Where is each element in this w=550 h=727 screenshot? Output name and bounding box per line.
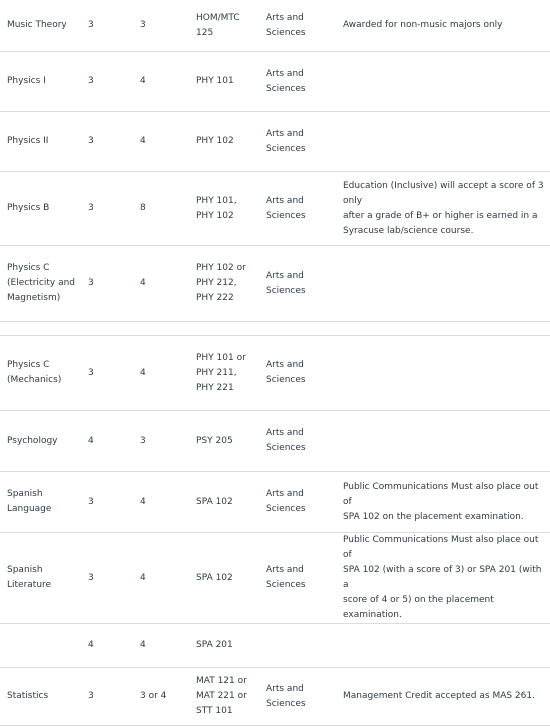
- table-row: [0, 624, 550, 668]
- college-line: Arts and: [266, 683, 304, 694]
- college-cell: [266, 172, 343, 246]
- course-equivalent-cell: [196, 172, 266, 246]
- course-equivalent-line: STT 101: [196, 706, 233, 716]
- subject-cell: [0, 172, 88, 246]
- score-cell: [88, 668, 138, 726]
- college-cell: [266, 668, 343, 726]
- subject-line: Physics B: [7, 203, 50, 213]
- subject-line: Spanish: [7, 489, 43, 499]
- subject-cell: [0, 624, 88, 668]
- notes-cell: [343, 172, 550, 246]
- college-line: Arts and: [266, 489, 304, 499]
- notes-cell: [343, 246, 550, 322]
- score-value: 3: [88, 496, 94, 507]
- subject-line: (Mechanics): [7, 375, 62, 385]
- subject-line: Psychology: [7, 435, 58, 446]
- course-equivalent-line: PHY 102: [196, 210, 234, 221]
- college-line: Arts and: [266, 195, 304, 206]
- college-line: Sciences: [266, 285, 306, 296]
- score-cell: [88, 246, 138, 322]
- college-line: Sciences: [266, 698, 306, 709]
- table-row: [0, 668, 550, 726]
- subject-cell: [0, 0, 88, 52]
- score-cell: [88, 533, 138, 624]
- credits-cell: [138, 52, 196, 112]
- course-equivalent-line: PSY 205: [196, 435, 233, 446]
- credits-cell: [138, 0, 196, 52]
- credits-value: 4: [140, 136, 146, 146]
- course-equivalent-cell: [196, 624, 266, 668]
- score-value: 3: [88, 572, 94, 583]
- notes-line: Public Communications Must also place out of: [343, 481, 539, 507]
- notes-line: SPA 102 (with a score of 3) or SPA 201 (with a: [343, 565, 542, 590]
- score-cell: [88, 0, 138, 52]
- credits-value: 3: [140, 435, 146, 446]
- score-value: 4: [88, 435, 94, 446]
- notes-cell: [343, 112, 550, 172]
- college-line: Sciences: [266, 210, 306, 221]
- course-equivalent-cell: [196, 112, 266, 172]
- college-line: Sciences: [266, 504, 306, 514]
- course-equivalent-line: PHY 101: [196, 76, 234, 86]
- table-row: [0, 336, 550, 411]
- credits-value: 3 or 4: [140, 691, 167, 701]
- subject-cell: [0, 52, 88, 112]
- course-equivalent-cell: [196, 246, 266, 322]
- college-line: Arts and: [266, 360, 304, 370]
- subject-cell: [0, 472, 88, 533]
- course-equivalent-line: SPA 102: [196, 572, 233, 583]
- table-row: [0, 246, 550, 322]
- course-equivalent-line: PHY 102: [196, 136, 234, 146]
- credits-value: 4: [140, 76, 146, 86]
- course-equivalent-cell: [196, 668, 266, 726]
- subject-line: Statistics: [7, 691, 49, 701]
- score-value: 3: [88, 367, 94, 378]
- notes-line: Education (Inclusive) will accept a score of 3 only: [343, 180, 544, 206]
- subject-line: (Electricity and: [7, 278, 76, 288]
- college-line: Arts and: [266, 68, 304, 79]
- credits-value: 8: [140, 203, 146, 213]
- course-equivalent-line: HOM/MTC: [196, 12, 240, 23]
- college-line: Sciences: [266, 83, 306, 94]
- table-row: [0, 411, 550, 472]
- credits-cell: [138, 112, 196, 172]
- subject-line: Music Theory: [7, 20, 67, 30]
- course-equivalent-line: PHY 101,: [196, 195, 237, 206]
- score-cell: [88, 172, 138, 246]
- college-line: Sciences: [266, 143, 306, 154]
- course-equivalent-cell: [196, 0, 266, 52]
- notes-cell: [343, 668, 550, 726]
- college-cell: [266, 472, 343, 533]
- credits-value: 3: [140, 20, 146, 30]
- course-equivalent-cell: [196, 411, 266, 472]
- score-value: 3: [88, 203, 94, 213]
- college-line: Sciences: [266, 375, 306, 385]
- notes-cell: [343, 0, 550, 52]
- notes-line: Awarded for non-music majors only: [343, 20, 503, 30]
- credits-cell: [138, 624, 196, 668]
- college-line: Sciences: [266, 27, 306, 38]
- notes-line: Management Credit accepted as MAS 261.: [343, 691, 535, 701]
- notes-line: Public Communications Must also place out of: [343, 535, 539, 560]
- course-equivalent-line: PHY 221: [196, 382, 234, 393]
- score-value: 3: [88, 691, 94, 701]
- credits-value: 4: [140, 278, 146, 288]
- subject-line: Physics I: [7, 76, 46, 86]
- table-row: [0, 112, 550, 172]
- college-line: Arts and: [266, 565, 304, 575]
- table-row: [0, 52, 550, 112]
- score-cell: [88, 112, 138, 172]
- college-line: Arts and: [266, 12, 304, 23]
- subject-line: Physics C: [7, 360, 50, 370]
- score-value: 3: [88, 278, 94, 288]
- subject-cell: [0, 246, 88, 322]
- subject-cell: [0, 112, 88, 172]
- score-cell: [88, 336, 138, 411]
- notes-cell: [343, 336, 550, 411]
- notes-line: after a grade of B+ or higher is earned in a: [343, 210, 538, 221]
- college-cell: [266, 246, 343, 322]
- course-equivalent-line: MAT 121 or: [196, 676, 247, 686]
- credits-cell: [138, 246, 196, 322]
- course-equivalent-line: SPA 201: [196, 640, 233, 650]
- credits-value: 4: [140, 640, 146, 650]
- subject-cell: [0, 411, 88, 472]
- college-cell: [266, 112, 343, 172]
- course-equivalent-line: PHY 212,: [196, 278, 237, 288]
- credits-cell: [138, 472, 196, 533]
- subject-line: Language: [7, 504, 52, 514]
- college-cell: [266, 533, 343, 624]
- notes-cell: [343, 52, 550, 112]
- college-cell: [266, 0, 343, 52]
- college-cell: [266, 624, 343, 668]
- score-cell: [88, 624, 138, 668]
- subject-cell: [0, 336, 88, 411]
- score-value: 4: [88, 640, 94, 650]
- table-row: [0, 472, 550, 533]
- course-equivalent-line: PHY 211,: [196, 367, 237, 378]
- course-equivalent-cell: [196, 533, 266, 624]
- college-cell: [266, 411, 343, 472]
- notes-line: score of 4 or 5) on the placement examination.: [343, 595, 494, 620]
- college-line: Arts and: [266, 270, 304, 281]
- notes-line: SPA 102 on the placement examination.: [343, 511, 524, 522]
- subject-line: Physics C: [7, 263, 50, 273]
- subject-cell: [0, 533, 88, 624]
- subject-cell: [0, 668, 88, 726]
- credits-cell: [138, 172, 196, 246]
- college-line: Arts and: [266, 128, 304, 139]
- college-line: Arts and: [266, 428, 304, 438]
- course-equivalent-line: PHY 222: [196, 293, 234, 303]
- notes-line: Syracuse lab/science course.: [343, 225, 474, 236]
- notes-cell: [343, 411, 550, 472]
- course-equivalent-line: PHY 102 or: [196, 263, 246, 273]
- table-row: [0, 0, 550, 52]
- credits-cell: [138, 411, 196, 472]
- college-line: Sciences: [266, 580, 306, 590]
- notes-cell: [343, 472, 550, 533]
- course-equivalent-line: 125: [196, 27, 214, 38]
- college-cell: [266, 336, 343, 411]
- score-value: 3: [88, 20, 94, 30]
- subject-line: Spanish: [7, 565, 43, 575]
- score-cell: [88, 472, 138, 533]
- college-cell: [266, 52, 343, 112]
- table-row: [0, 172, 550, 246]
- subject-line: Magnetism): [7, 293, 61, 303]
- credits-cell: [138, 533, 196, 624]
- course-equivalent-cell: [196, 336, 266, 411]
- college-line: Sciences: [266, 443, 306, 453]
- credits-value: 4: [140, 496, 146, 507]
- course-equivalent-line: SPA 102: [196, 496, 233, 507]
- subject-line: Physics II: [7, 136, 49, 146]
- score-value: 3: [88, 136, 94, 146]
- notes-cell: [343, 533, 550, 624]
- table-row: [0, 533, 550, 624]
- course-equivalent-line: MAT 221 or: [196, 691, 247, 701]
- course-equivalent-cell: [196, 472, 266, 533]
- credits-cell: [138, 668, 196, 726]
- course-equivalent-line: PHY 101 or: [196, 352, 246, 363]
- notes-cell: [343, 624, 550, 668]
- credits-value: 4: [140, 367, 146, 378]
- credits-cell: [138, 336, 196, 411]
- credits-value: 4: [140, 572, 146, 583]
- subject-line: Literature: [7, 580, 52, 590]
- score-cell: [88, 52, 138, 112]
- score-cell: [88, 411, 138, 472]
- row-spacer: [0, 322, 550, 336]
- course-equivalent-cell: [196, 52, 266, 112]
- score-value: 3: [88, 76, 94, 86]
